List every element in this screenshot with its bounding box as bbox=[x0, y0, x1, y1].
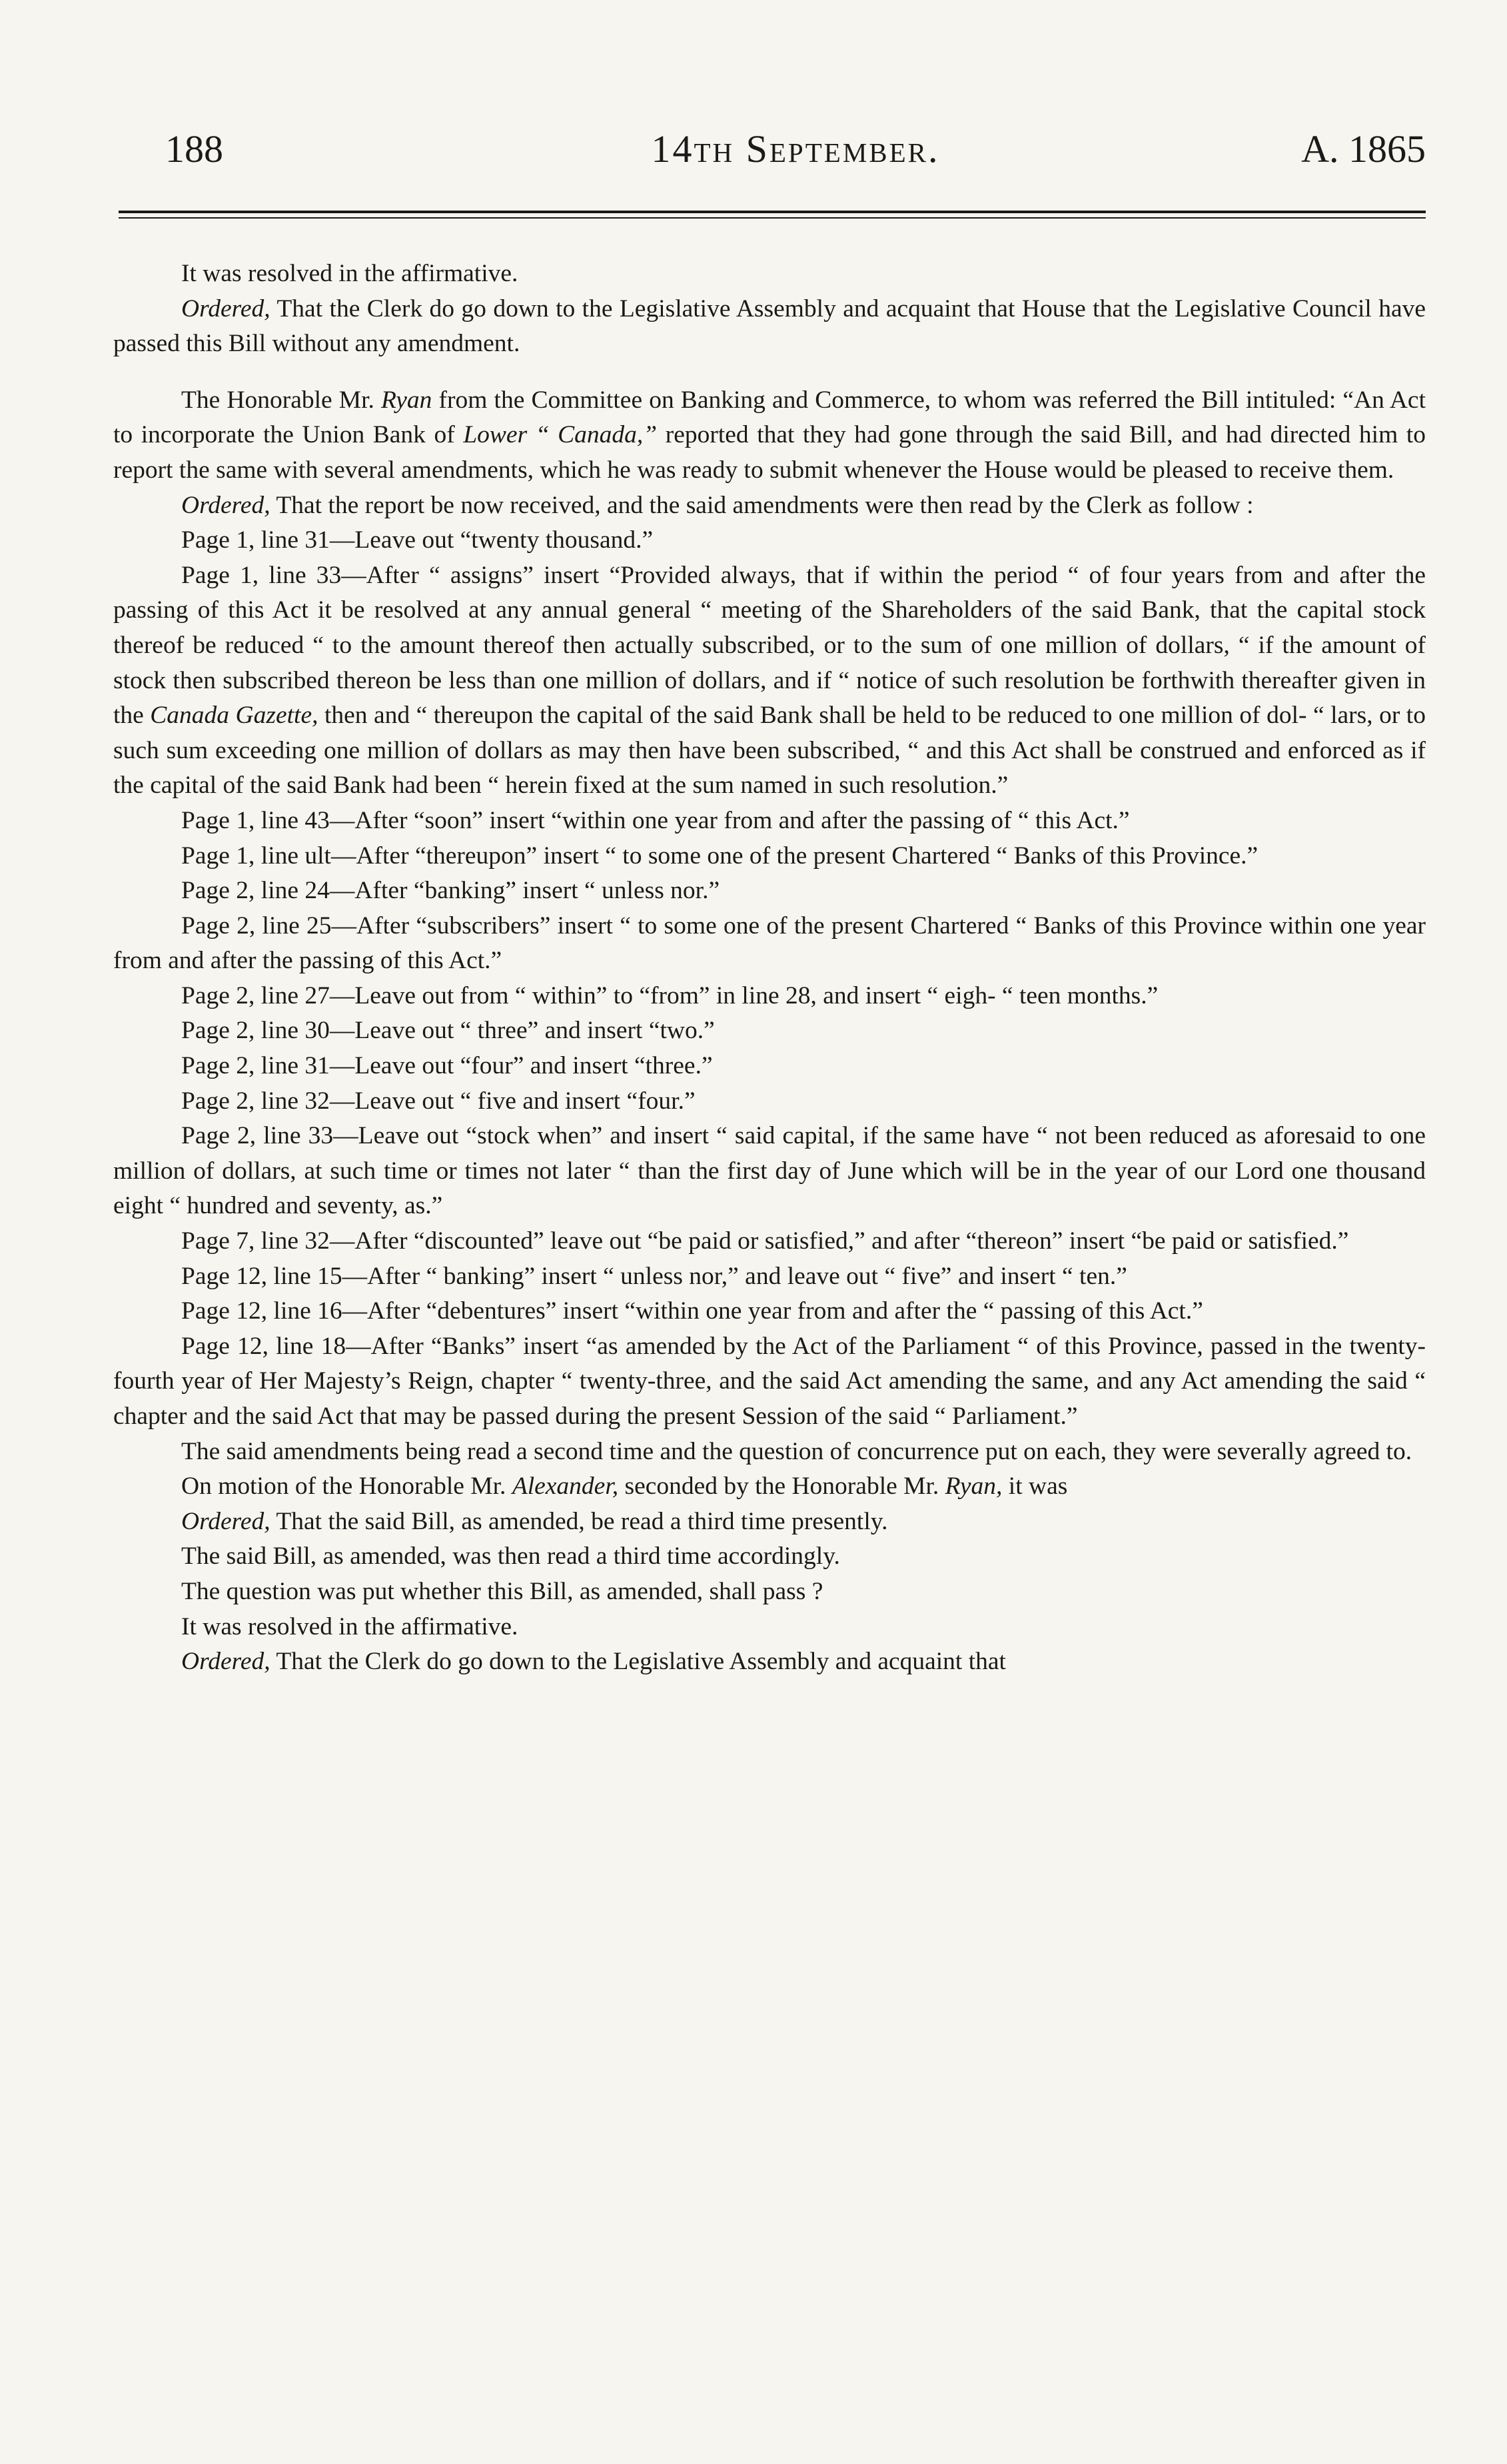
text: The said amendments being read a second time and the question of concurrence put on each, they were severally agreed to. bbox=[181, 1437, 1412, 1465]
text: The said Bill, as amended, was then read a third time accordingly. bbox=[181, 1542, 840, 1570]
text: Page 1, line 43—After “soon” insert “within one year from and after the passing of “ this Act.” bbox=[181, 806, 1130, 834]
text: Page 2, line 27—Leave out from “ within” to “from” in line 28, and insert “ eigh- “ teen months.” bbox=[181, 981, 1159, 1009]
text: Page 2, line 24—After “banking” insert “ unless nor.” bbox=[181, 877, 720, 905]
italic-gazette: Canada Gazette, bbox=[150, 702, 318, 730]
text: Page 2, line 31—Leave out “four” and insert “three.” bbox=[181, 1052, 713, 1080]
text: seconded by the Honorable Mr. bbox=[618, 1473, 945, 1501]
text: Page 2, line 25—After “subscribers” insert “ to some one of the present Chartered “ Banks of this Province within one year from and after the passing of this Act.” bbox=[113, 912, 1426, 975]
italic-ordered: Ordered, bbox=[181, 1648, 270, 1676]
paragraph-ordered-third-reading bbox=[113, 1505, 1426, 1540]
header-rule-thin bbox=[119, 217, 1426, 219]
italic-name: Ryan, bbox=[945, 1473, 1003, 1501]
amendment-item bbox=[113, 1294, 1426, 1329]
text: from the Committee on Banking and Commerce, to whom was referred the Bill intituled: “An Act to incorporate the Union Bank of bbox=[113, 386, 1426, 449]
amendment-item bbox=[113, 874, 1426, 909]
text: Page 1, line ult—After “thereupon” insert “ to some one of the present Chartered “ Banks of this Province.” bbox=[181, 842, 1258, 870]
paragraph-ordered-report bbox=[113, 488, 1426, 524]
italic-ordered: Ordered, bbox=[181, 1507, 270, 1535]
paragraph-ordered-clerk bbox=[113, 292, 1426, 362]
paragraph-resolved bbox=[113, 257, 1426, 292]
text: Page 2, line 30—Leave out “ three” and insert “two.” bbox=[181, 1017, 715, 1045]
paragraph-ordered-clerk-2 bbox=[113, 1644, 1426, 1680]
text: The question was put whether this Bill, as amended, shall pass ? bbox=[181, 1577, 823, 1605]
page-number: 188 bbox=[165, 127, 223, 171]
year-label: A. 1865 bbox=[1301, 127, 1426, 171]
paragraph-third-reading bbox=[113, 1539, 1426, 1574]
text: Page 7, line 32—After “discounted” leave out “be paid or satisfied,” and after “thereon” insert “be paid or satisfied.” bbox=[181, 1227, 1349, 1255]
italic-ordered: Ordered, bbox=[181, 295, 270, 322]
paragraph-concurrence bbox=[113, 1435, 1426, 1470]
paragraph-committee-report bbox=[113, 383, 1426, 488]
amendment-item bbox=[113, 1259, 1426, 1295]
journal-text bbox=[113, 257, 1426, 1680]
text: Page 12, line 18—After “Banks” insert “as amended by the Act of the Parliament “ of this Province, passed in the twenty-fourth year of Her Majesty’s Reign, chapter “ twenty-three, and the said Act amending the same, and any Act amending the said “ chapter and the said Act that may be passed during the present Session of the said “ Parliament.” bbox=[113, 1332, 1426, 1430]
text: It was resolved in the affirmative. bbox=[181, 260, 518, 287]
amendment-item bbox=[113, 979, 1426, 1014]
amendment-item bbox=[113, 1119, 1426, 1224]
amendment-item bbox=[113, 839, 1426, 874]
text: That the report be now received, and the said amendments were then read by the Clerk as follow : bbox=[270, 491, 1254, 519]
amendment-item bbox=[113, 558, 1426, 804]
amendment-item bbox=[113, 1049, 1426, 1084]
amendment-item bbox=[113, 909, 1426, 979]
amendment-item bbox=[113, 1329, 1426, 1435]
text: That the said Bill, as amended, be read a third time presently. bbox=[270, 1507, 888, 1535]
amendment-item bbox=[113, 804, 1426, 839]
text: Page 12, line 16—After “debentures” insert “within one year from and after the “ passing of this Act.” bbox=[181, 1297, 1203, 1325]
text: Page 12, line 15—After “ banking” insert “ unless nor,” and leave out “ five” and insert “ ten.” bbox=[181, 1262, 1127, 1290]
italic-place: Lower “ Canada,” bbox=[463, 421, 658, 449]
amendment-item bbox=[113, 523, 1426, 558]
text: reported that they had gone through the said Bill, and had directed him to report the same with several amendments, which he was ready to submit whenever the House would be pleased to receive them. bbox=[113, 421, 1426, 484]
paragraph-motion bbox=[113, 1469, 1426, 1505]
text: Page 1, line 31—Leave out “twenty thousand.” bbox=[181, 526, 654, 554]
amendment-item bbox=[113, 1224, 1426, 1259]
italic-ordered: Ordered, bbox=[181, 491, 270, 519]
text: it was bbox=[1002, 1473, 1068, 1501]
header-rule-thick bbox=[119, 211, 1426, 213]
text: That the Clerk do go down to the Legislative Assembly and acquaint that House that the Legislative Council have passed this Bill without any amendment. bbox=[113, 295, 1426, 358]
amendment-item bbox=[113, 1013, 1426, 1049]
running-header bbox=[165, 127, 1426, 180]
text: It was resolved in the affirmative. bbox=[181, 1612, 518, 1640]
paragraph-question bbox=[113, 1574, 1426, 1610]
text: The Honorable Mr. bbox=[181, 386, 382, 414]
text: Page 1, line 33—After “ assigns” insert “Provided always, that if within the period “ of four years from and after the passing of this Act it be resolved at any annual general “ meeting of the Shareholders of the said Bank, that the capital stock thereof be reduced “ to the amount thereof then actually subscribed, or to the sum of one million of dollars, “ if the amount of stock then subscribed thereon be less than one million of dollars, and if “ notice of such resolution be forthwith thereafter given in the bbox=[113, 561, 1426, 730]
date-title: 14th September. bbox=[651, 127, 940, 171]
text: Page 2, line 32—Leave out “ five and insert “four.” bbox=[181, 1087, 696, 1115]
italic-name: Ryan bbox=[381, 386, 432, 414]
paragraph-resolved-2 bbox=[113, 1610, 1426, 1645]
text: On motion of the Honorable Mr. bbox=[181, 1473, 512, 1501]
text: That the Clerk do go down to the Legislative Assembly and acquaint that bbox=[270, 1648, 1006, 1676]
text: Page 2, line 33—Leave out “stock when” and insert “ said capital, if the same have “ not been reduced as aforesaid to one million of dollars, at such time or times not later “ than the first day of June which will be in the year of our Lord one thousand eight “ hundred and seventy, as.” bbox=[113, 1122, 1426, 1220]
text: then and “ thereupon the capital of the said Bank shall be held to be reduced to one million of dol- “ lars, or to such sum exceeding one million of dollars as may then have been subscribed, “ and this Act shall be construed and enforced as if the capital of the said Bank had been “ herein fixed at the sum named in such resolution.” bbox=[113, 702, 1426, 800]
italic-name: Alexander, bbox=[512, 1473, 619, 1501]
amendment-item bbox=[113, 1084, 1426, 1119]
